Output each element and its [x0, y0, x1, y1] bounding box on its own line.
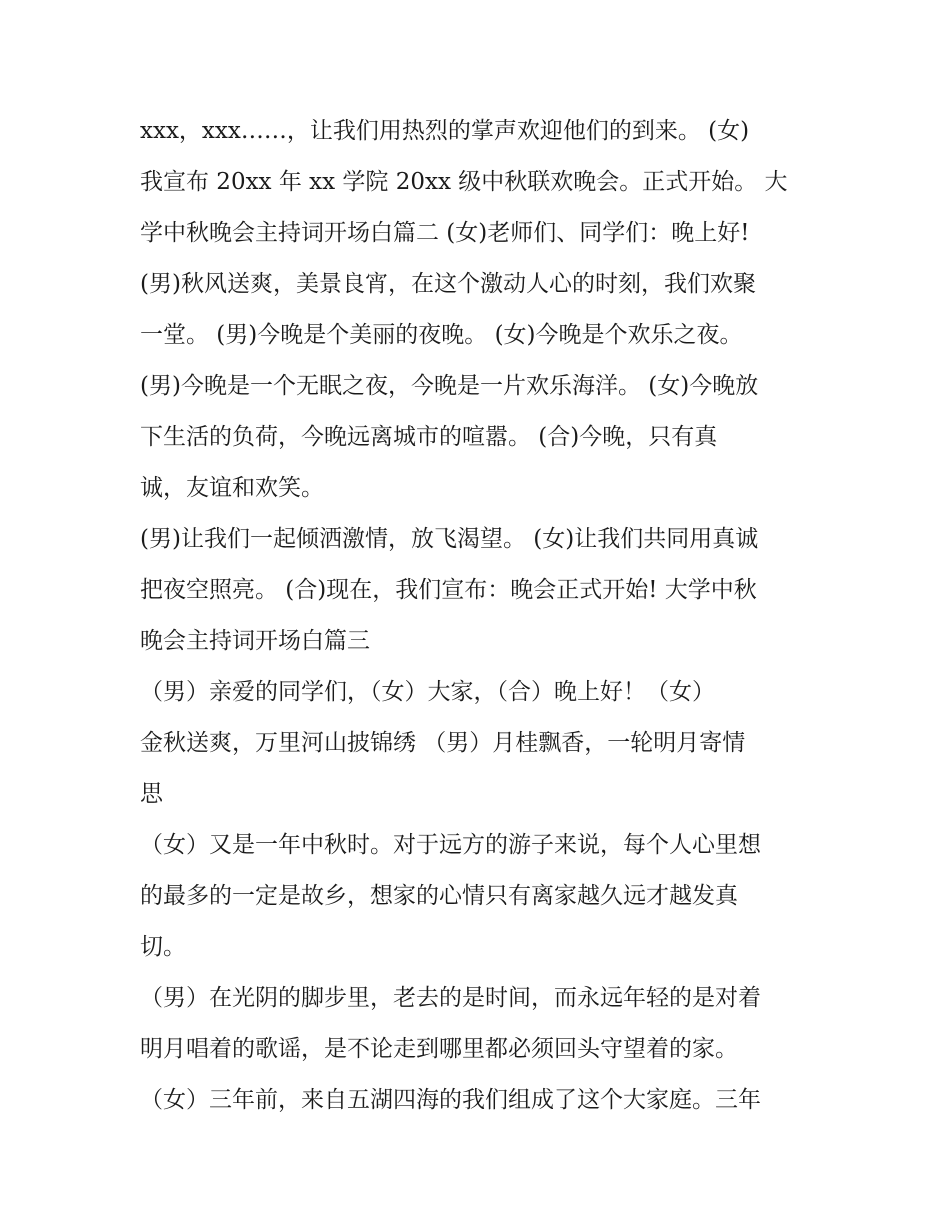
text-line: 思	[140, 781, 163, 807]
text-line: 明月唱着的歌谣，是不论走到哪里都必须回头守望着的家。	[140, 1036, 738, 1062]
text-line: 我宣布 20xx 年 xx 学院 20xx 级中秋联欢晚会。正式开始。 大	[140, 169, 788, 195]
text-line: （女）三年前，来自五湖四海的我们组成了这个大家庭。三年	[140, 1087, 761, 1113]
text-line: 下生活的负荷，今晚远离城市的喧嚣。 (合)今晚，只有真	[140, 424, 718, 450]
text-line: (男)让我们一起倾洒激情，放飞渴望。 (女)让我们共同用真诚	[140, 526, 759, 552]
text-line: （男）在光阴的脚步里，老去的是时间，而永远年轻的是对着	[140, 985, 761, 1011]
text-line: （男）亲爱的同学们，（女）大家，（合）晚上好！（女）	[140, 679, 715, 705]
document-body	[140, 106, 820, 1126]
text-line: 切。	[140, 934, 186, 960]
text-line: (男)今晚是一个无眠之夜，今晚是一片欢乐海洋。 (女)今晚放	[140, 373, 759, 399]
text-line: 金秋送爽，万里河山披锦绣 （男）月桂飘香，一轮明月寄情	[140, 730, 746, 756]
text-line: （女）又是一年中秋时。对于远方的游子来说，每个人心里想	[140, 832, 761, 858]
text-line: (男)秋风送爽，美景良宵，在这个激动人心的时刻，我们欢聚	[140, 271, 756, 297]
text-line: 的最多的一定是故乡，想家的心情只有离家越久远才越发真	[140, 883, 738, 909]
text-line: 学中秋晚会主持词开场白篇二 (女)老师们、同学们：晚上好!	[140, 220, 750, 246]
text-line: 诚，友谊和欢笑。	[140, 475, 324, 501]
text-line: 一堂。 (男)今晚是个美丽的夜晚。 (女)今晚是个欢乐之夜。	[140, 322, 743, 348]
text-line: xxx，xxx……，让我们用热烈的掌声欢迎他们的到来。 (女)	[140, 118, 750, 144]
text-line: 把夜空照亮。 (合)现在，我们宣布：晚会正式开始! 大学中秋	[140, 577, 757, 603]
text-line: 晚会主持词开场白篇三	[140, 628, 370, 654]
